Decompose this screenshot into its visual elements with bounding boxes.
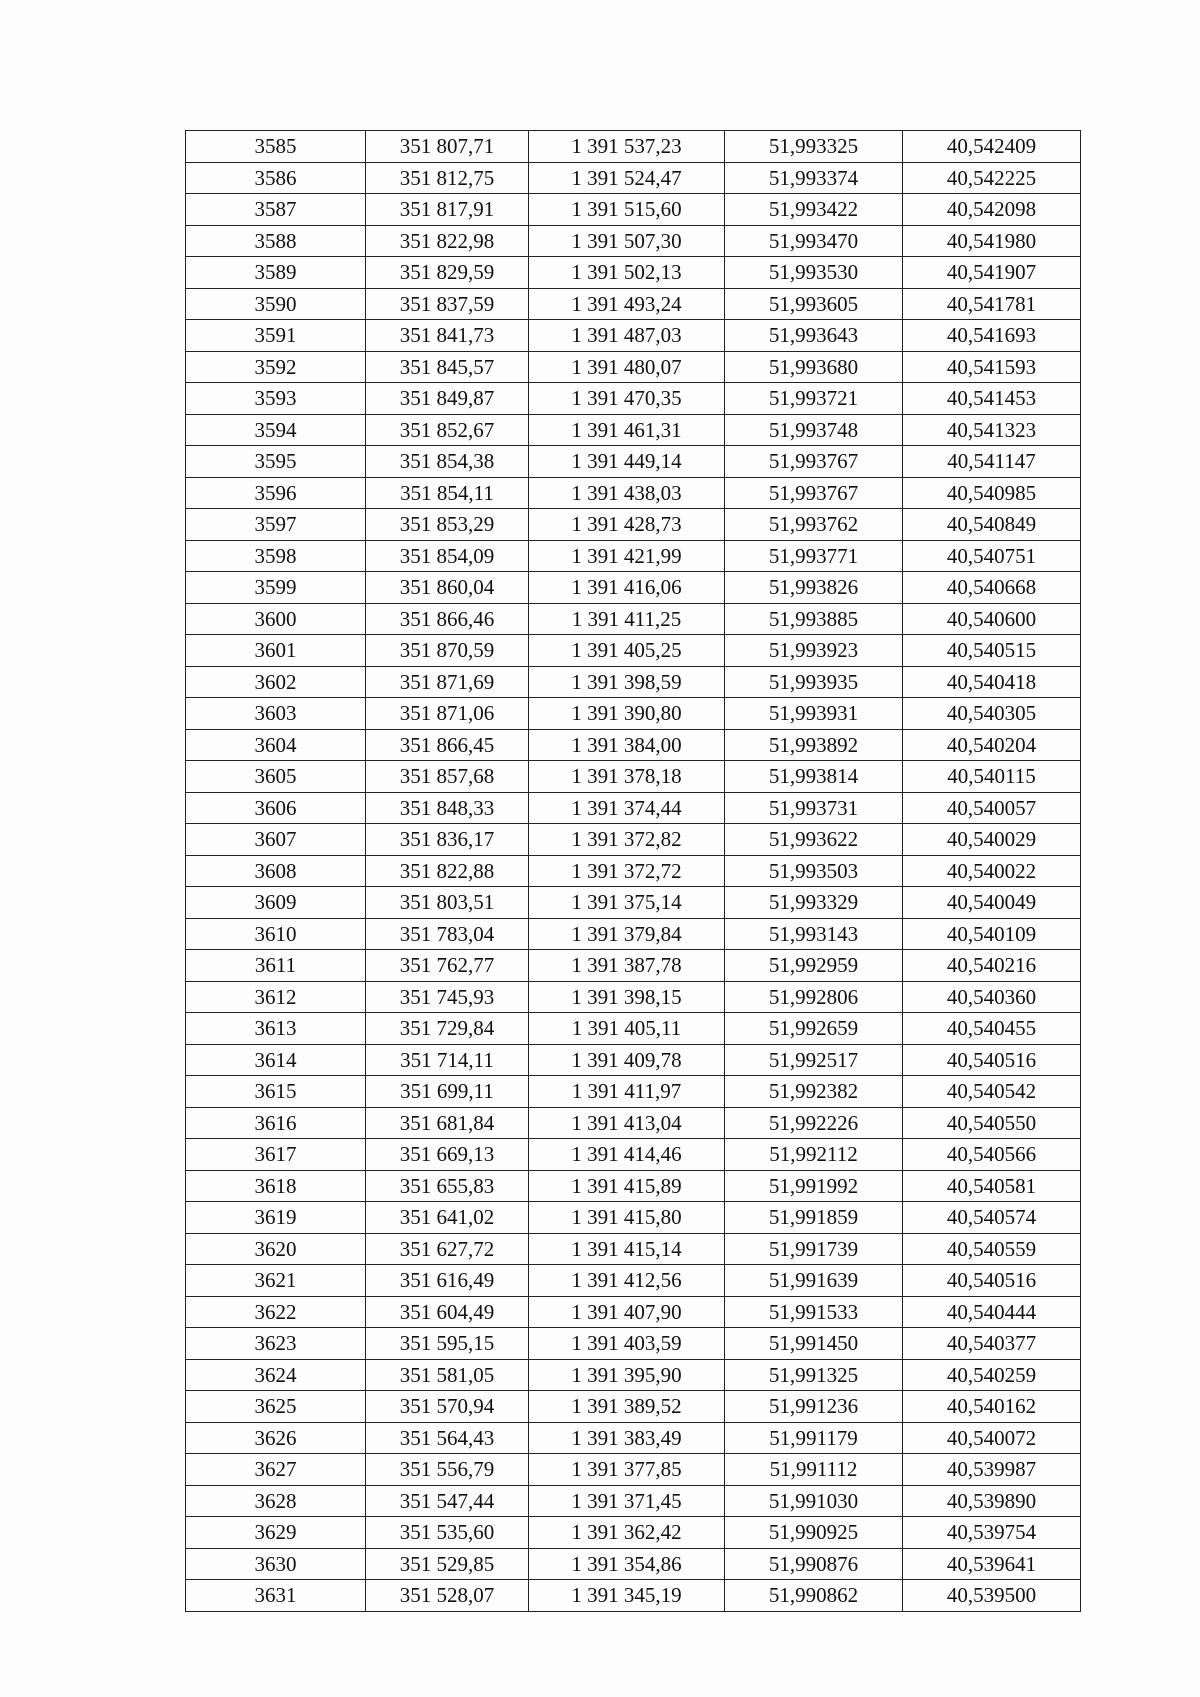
x-coordinate-cell: 351 829,59 [366, 257, 529, 289]
point-number-cell: 3605 [186, 761, 366, 793]
coordinates-table-body [186, 131, 1081, 1612]
longitude-cell: 40,540516 [903, 1265, 1081, 1297]
point-number-cell: 3629 [186, 1517, 366, 1549]
latitude-cell: 51,993771 [725, 540, 903, 572]
latitude-cell: 51,991739 [725, 1233, 903, 1265]
longitude-cell: 40,540849 [903, 509, 1081, 541]
point-number-cell: 3624 [186, 1359, 366, 1391]
longitude-cell: 40,540115 [903, 761, 1081, 793]
y-coordinate-cell: 1 391 414,46 [529, 1139, 725, 1171]
y-coordinate-cell: 1 391 421,99 [529, 540, 725, 572]
latitude-cell: 51,993814 [725, 761, 903, 793]
x-coordinate-cell: 351 681,84 [366, 1107, 529, 1139]
coordinates-table [185, 130, 1081, 1612]
latitude-cell: 51,993643 [725, 320, 903, 352]
latitude-cell: 51,993767 [725, 477, 903, 509]
table-row [186, 729, 1081, 761]
x-coordinate-cell: 351 528,07 [366, 1580, 529, 1612]
longitude-cell: 40,541980 [903, 225, 1081, 257]
longitude-cell: 40,540049 [903, 887, 1081, 919]
longitude-cell: 40,539641 [903, 1548, 1081, 1580]
y-coordinate-cell: 1 391 470,35 [529, 383, 725, 415]
longitude-cell: 40,540515 [903, 635, 1081, 667]
latitude-cell: 51,990862 [725, 1580, 903, 1612]
table-row [186, 824, 1081, 856]
latitude-cell: 51,990925 [725, 1517, 903, 1549]
table-row [186, 1517, 1081, 1549]
x-coordinate-cell: 351 803,51 [366, 887, 529, 919]
y-coordinate-cell: 1 391 461,31 [529, 414, 725, 446]
x-coordinate-cell: 351 714,11 [366, 1044, 529, 1076]
x-coordinate-cell: 351 866,46 [366, 603, 529, 635]
x-coordinate-cell: 351 845,57 [366, 351, 529, 383]
x-coordinate-cell: 351 529,85 [366, 1548, 529, 1580]
longitude-cell: 40,540751 [903, 540, 1081, 572]
point-number-cell: 3630 [186, 1548, 366, 1580]
table-row [186, 1485, 1081, 1517]
longitude-cell: 40,540022 [903, 855, 1081, 887]
table-row [186, 1107, 1081, 1139]
longitude-cell: 40,542098 [903, 194, 1081, 226]
point-number-cell: 3590 [186, 288, 366, 320]
point-number-cell: 3601 [186, 635, 366, 667]
point-number-cell: 3615 [186, 1076, 366, 1108]
point-number-cell: 3613 [186, 1013, 366, 1045]
table-row [186, 320, 1081, 352]
longitude-cell: 40,540516 [903, 1044, 1081, 1076]
x-coordinate-cell: 351 604,49 [366, 1296, 529, 1328]
longitude-cell: 40,540566 [903, 1139, 1081, 1171]
longitude-cell: 40,540550 [903, 1107, 1081, 1139]
point-number-cell: 3586 [186, 162, 366, 194]
longitude-cell: 40,541781 [903, 288, 1081, 320]
longitude-cell: 40,540360 [903, 981, 1081, 1013]
latitude-cell: 51,993885 [725, 603, 903, 635]
y-coordinate-cell: 1 391 438,03 [529, 477, 725, 509]
latitude-cell: 51,993935 [725, 666, 903, 698]
x-coordinate-cell: 351 852,67 [366, 414, 529, 446]
y-coordinate-cell: 1 391 375,14 [529, 887, 725, 919]
y-coordinate-cell: 1 391 487,03 [529, 320, 725, 352]
latitude-cell: 51,990876 [725, 1548, 903, 1580]
y-coordinate-cell: 1 391 395,90 [529, 1359, 725, 1391]
latitude-cell: 51,993680 [725, 351, 903, 383]
table-row [186, 1359, 1081, 1391]
table-row [186, 414, 1081, 446]
table-row [186, 1076, 1081, 1108]
latitude-cell: 51,993762 [725, 509, 903, 541]
point-number-cell: 3617 [186, 1139, 366, 1171]
y-coordinate-cell: 1 391 415,80 [529, 1202, 725, 1234]
y-coordinate-cell: 1 391 403,59 [529, 1328, 725, 1360]
point-number-cell: 3628 [186, 1485, 366, 1517]
y-coordinate-cell: 1 391 377,85 [529, 1454, 725, 1486]
y-coordinate-cell: 1 391 415,14 [529, 1233, 725, 1265]
y-coordinate-cell: 1 391 405,11 [529, 1013, 725, 1045]
longitude-cell: 40,540204 [903, 729, 1081, 761]
latitude-cell: 51,993826 [725, 572, 903, 604]
latitude-cell: 51,993422 [725, 194, 903, 226]
point-number-cell: 3592 [186, 351, 366, 383]
y-coordinate-cell: 1 391 502,13 [529, 257, 725, 289]
point-number-cell: 3619 [186, 1202, 366, 1234]
longitude-cell: 40,540162 [903, 1391, 1081, 1423]
table-row [186, 698, 1081, 730]
table-row [186, 666, 1081, 698]
y-coordinate-cell: 1 391 378,18 [529, 761, 725, 793]
table-row [186, 1044, 1081, 1076]
point-number-cell: 3604 [186, 729, 366, 761]
longitude-cell: 40,540574 [903, 1202, 1081, 1234]
table-row [186, 1454, 1081, 1486]
x-coordinate-cell: 351 849,87 [366, 383, 529, 415]
table-row [186, 1328, 1081, 1360]
point-number-cell: 3622 [186, 1296, 366, 1328]
point-number-cell: 3608 [186, 855, 366, 887]
x-coordinate-cell: 351 860,04 [366, 572, 529, 604]
y-coordinate-cell: 1 391 389,52 [529, 1391, 725, 1423]
x-coordinate-cell: 351 812,75 [366, 162, 529, 194]
x-coordinate-cell: 351 556,79 [366, 1454, 529, 1486]
x-coordinate-cell: 351 570,94 [366, 1391, 529, 1423]
point-number-cell: 3602 [186, 666, 366, 698]
y-coordinate-cell: 1 391 354,86 [529, 1548, 725, 1580]
point-number-cell: 3610 [186, 918, 366, 950]
latitude-cell: 51,993731 [725, 792, 903, 824]
latitude-cell: 51,991236 [725, 1391, 903, 1423]
table-row [186, 1139, 1081, 1171]
point-number-cell: 3585 [186, 131, 366, 163]
table-row [186, 635, 1081, 667]
point-number-cell: 3623 [186, 1328, 366, 1360]
point-number-cell: 3595 [186, 446, 366, 478]
x-coordinate-cell: 351 535,60 [366, 1517, 529, 1549]
x-coordinate-cell: 351 854,11 [366, 477, 529, 509]
x-coordinate-cell: 351 807,71 [366, 131, 529, 163]
longitude-cell: 40,541593 [903, 351, 1081, 383]
x-coordinate-cell: 351 854,09 [366, 540, 529, 572]
y-coordinate-cell: 1 391 374,44 [529, 792, 725, 824]
point-number-cell: 3596 [186, 477, 366, 509]
latitude-cell: 51,991533 [725, 1296, 903, 1328]
longitude-cell: 40,540668 [903, 572, 1081, 604]
y-coordinate-cell: 1 391 413,04 [529, 1107, 725, 1139]
longitude-cell: 40,540581 [903, 1170, 1081, 1202]
point-number-cell: 3598 [186, 540, 366, 572]
table-row [186, 603, 1081, 635]
latitude-cell: 51,993325 [725, 131, 903, 163]
y-coordinate-cell: 1 391 409,78 [529, 1044, 725, 1076]
x-coordinate-cell: 351 547,44 [366, 1485, 529, 1517]
longitude-cell: 40,540377 [903, 1328, 1081, 1360]
longitude-cell: 40,540455 [903, 1013, 1081, 1045]
y-coordinate-cell: 1 391 411,25 [529, 603, 725, 635]
latitude-cell: 51,993622 [725, 824, 903, 856]
longitude-cell: 40,541453 [903, 383, 1081, 415]
point-number-cell: 3631 [186, 1580, 366, 1612]
point-number-cell: 3587 [186, 194, 366, 226]
y-coordinate-cell: 1 391 345,19 [529, 1580, 725, 1612]
x-coordinate-cell: 351 841,73 [366, 320, 529, 352]
x-coordinate-cell: 351 627,72 [366, 1233, 529, 1265]
table-row [186, 887, 1081, 919]
latitude-cell: 51,993143 [725, 918, 903, 950]
longitude-cell: 40,539500 [903, 1580, 1081, 1612]
y-coordinate-cell: 1 391 371,45 [529, 1485, 725, 1517]
longitude-cell: 40,542409 [903, 131, 1081, 163]
point-number-cell: 3588 [186, 225, 366, 257]
y-coordinate-cell: 1 391 398,59 [529, 666, 725, 698]
point-number-cell: 3627 [186, 1454, 366, 1486]
table-row [186, 351, 1081, 383]
x-coordinate-cell: 351 822,98 [366, 225, 529, 257]
point-number-cell: 3606 [186, 792, 366, 824]
y-coordinate-cell: 1 391 407,90 [529, 1296, 725, 1328]
x-coordinate-cell: 351 866,45 [366, 729, 529, 761]
latitude-cell: 51,993329 [725, 887, 903, 919]
longitude-cell: 40,540259 [903, 1359, 1081, 1391]
y-coordinate-cell: 1 391 379,84 [529, 918, 725, 950]
point-number-cell: 3593 [186, 383, 366, 415]
latitude-cell: 51,992112 [725, 1139, 903, 1171]
longitude-cell: 40,540072 [903, 1422, 1081, 1454]
point-number-cell: 3611 [186, 950, 366, 982]
latitude-cell: 51,992226 [725, 1107, 903, 1139]
x-coordinate-cell: 351 699,11 [366, 1076, 529, 1108]
point-number-cell: 3621 [186, 1265, 366, 1297]
longitude-cell: 40,542225 [903, 162, 1081, 194]
y-coordinate-cell: 1 391 411,97 [529, 1076, 725, 1108]
table-row [186, 162, 1081, 194]
latitude-cell: 51,991639 [725, 1265, 903, 1297]
point-number-cell: 3607 [186, 824, 366, 856]
table-row [186, 1296, 1081, 1328]
latitude-cell: 51,993503 [725, 855, 903, 887]
table-row [186, 1422, 1081, 1454]
y-coordinate-cell: 1 391 398,15 [529, 981, 725, 1013]
x-coordinate-cell: 351 641,02 [366, 1202, 529, 1234]
table-row [186, 792, 1081, 824]
point-number-cell: 3620 [186, 1233, 366, 1265]
point-number-cell: 3594 [186, 414, 366, 446]
y-coordinate-cell: 1 391 372,82 [529, 824, 725, 856]
point-number-cell: 3597 [186, 509, 366, 541]
latitude-cell: 51,993530 [725, 257, 903, 289]
longitude-cell: 40,539987 [903, 1454, 1081, 1486]
y-coordinate-cell: 1 391 537,23 [529, 131, 725, 163]
table-row [186, 540, 1081, 572]
table-row [186, 383, 1081, 415]
longitude-cell: 40,540985 [903, 477, 1081, 509]
y-coordinate-cell: 1 391 405,25 [529, 635, 725, 667]
table-row [186, 1013, 1081, 1045]
x-coordinate-cell: 351 857,68 [366, 761, 529, 793]
latitude-cell: 51,992959 [725, 950, 903, 982]
point-number-cell: 3626 [186, 1422, 366, 1454]
y-coordinate-cell: 1 391 493,24 [529, 288, 725, 320]
x-coordinate-cell: 351 854,38 [366, 446, 529, 478]
latitude-cell: 51,992806 [725, 981, 903, 1013]
latitude-cell: 51,991992 [725, 1170, 903, 1202]
table-row [186, 1580, 1081, 1612]
latitude-cell: 51,991030 [725, 1485, 903, 1517]
longitude-cell: 40,541147 [903, 446, 1081, 478]
point-number-cell: 3618 [186, 1170, 366, 1202]
longitude-cell: 40,540600 [903, 603, 1081, 635]
longitude-cell: 40,540216 [903, 950, 1081, 982]
y-coordinate-cell: 1 391 428,73 [529, 509, 725, 541]
latitude-cell: 51,992382 [725, 1076, 903, 1108]
table-row [186, 1202, 1081, 1234]
latitude-cell: 51,992659 [725, 1013, 903, 1045]
table-row [186, 225, 1081, 257]
x-coordinate-cell: 351 783,04 [366, 918, 529, 950]
x-coordinate-cell: 351 729,84 [366, 1013, 529, 1045]
y-coordinate-cell: 1 391 416,06 [529, 572, 725, 604]
y-coordinate-cell: 1 391 415,89 [529, 1170, 725, 1202]
y-coordinate-cell: 1 391 412,56 [529, 1265, 725, 1297]
x-coordinate-cell: 351 817,91 [366, 194, 529, 226]
x-coordinate-cell: 351 669,13 [366, 1139, 529, 1171]
table-row [186, 1265, 1081, 1297]
point-number-cell: 3599 [186, 572, 366, 604]
point-number-cell: 3612 [186, 981, 366, 1013]
longitude-cell: 40,540109 [903, 918, 1081, 950]
x-coordinate-cell: 351 616,49 [366, 1265, 529, 1297]
longitude-cell: 40,539890 [903, 1485, 1081, 1517]
y-coordinate-cell: 1 391 524,47 [529, 162, 725, 194]
point-number-cell: 3591 [186, 320, 366, 352]
longitude-cell: 40,540542 [903, 1076, 1081, 1108]
longitude-cell: 40,540029 [903, 824, 1081, 856]
table-row [186, 194, 1081, 226]
latitude-cell: 51,991859 [725, 1202, 903, 1234]
x-coordinate-cell: 351 871,06 [366, 698, 529, 730]
y-coordinate-cell: 1 391 387,78 [529, 950, 725, 982]
longitude-cell: 40,540559 [903, 1233, 1081, 1265]
point-number-cell: 3614 [186, 1044, 366, 1076]
latitude-cell: 51,991325 [725, 1359, 903, 1391]
point-number-cell: 3625 [186, 1391, 366, 1423]
x-coordinate-cell: 351 870,59 [366, 635, 529, 667]
x-coordinate-cell: 351 595,15 [366, 1328, 529, 1360]
x-coordinate-cell: 351 581,05 [366, 1359, 529, 1391]
latitude-cell: 51,993721 [725, 383, 903, 415]
latitude-cell: 51,993923 [725, 635, 903, 667]
longitude-cell: 40,541323 [903, 414, 1081, 446]
table-row [186, 509, 1081, 541]
table-row [186, 477, 1081, 509]
x-coordinate-cell: 351 762,77 [366, 950, 529, 982]
longitude-cell: 40,540418 [903, 666, 1081, 698]
longitude-cell: 40,540444 [903, 1296, 1081, 1328]
table-row [186, 288, 1081, 320]
latitude-cell: 51,993767 [725, 446, 903, 478]
point-number-cell: 3589 [186, 257, 366, 289]
table-row [186, 981, 1081, 1013]
latitude-cell: 51,991112 [725, 1454, 903, 1486]
latitude-cell: 51,993748 [725, 414, 903, 446]
longitude-cell: 40,541907 [903, 257, 1081, 289]
longitude-cell: 40,541693 [903, 320, 1081, 352]
y-coordinate-cell: 1 391 480,07 [529, 351, 725, 383]
x-coordinate-cell: 351 564,43 [366, 1422, 529, 1454]
table-row [186, 131, 1081, 163]
point-number-cell: 3603 [186, 698, 366, 730]
point-number-cell: 3600 [186, 603, 366, 635]
table-row [186, 1548, 1081, 1580]
table-row [186, 855, 1081, 887]
latitude-cell: 51,993605 [725, 288, 903, 320]
y-coordinate-cell: 1 391 390,80 [529, 698, 725, 730]
table-row [186, 761, 1081, 793]
x-coordinate-cell: 351 836,17 [366, 824, 529, 856]
table-row [186, 1233, 1081, 1265]
longitude-cell: 40,540057 [903, 792, 1081, 824]
x-coordinate-cell: 351 871,69 [366, 666, 529, 698]
point-number-cell: 3616 [186, 1107, 366, 1139]
table-row [186, 918, 1081, 950]
table-row [186, 257, 1081, 289]
latitude-cell: 51,993374 [725, 162, 903, 194]
table-row [186, 1170, 1081, 1202]
y-coordinate-cell: 1 391 515,60 [529, 194, 725, 226]
y-coordinate-cell: 1 391 362,42 [529, 1517, 725, 1549]
longitude-cell: 40,539754 [903, 1517, 1081, 1549]
x-coordinate-cell: 351 848,33 [366, 792, 529, 824]
y-coordinate-cell: 1 391 449,14 [529, 446, 725, 478]
x-coordinate-cell: 351 745,93 [366, 981, 529, 1013]
y-coordinate-cell: 1 391 372,72 [529, 855, 725, 887]
latitude-cell: 51,993892 [725, 729, 903, 761]
table-row [186, 572, 1081, 604]
x-coordinate-cell: 351 853,29 [366, 509, 529, 541]
y-coordinate-cell: 1 391 507,30 [529, 225, 725, 257]
latitude-cell: 51,991450 [725, 1328, 903, 1360]
point-number-cell: 3609 [186, 887, 366, 919]
longitude-cell: 40,540305 [903, 698, 1081, 730]
table-row [186, 1391, 1081, 1423]
x-coordinate-cell: 351 837,59 [366, 288, 529, 320]
table-row [186, 446, 1081, 478]
table-row [186, 950, 1081, 982]
x-coordinate-cell: 351 655,83 [366, 1170, 529, 1202]
latitude-cell: 51,993931 [725, 698, 903, 730]
y-coordinate-cell: 1 391 384,00 [529, 729, 725, 761]
latitude-cell: 51,993470 [725, 225, 903, 257]
x-coordinate-cell: 351 822,88 [366, 855, 529, 887]
y-coordinate-cell: 1 391 383,49 [529, 1422, 725, 1454]
latitude-cell: 51,992517 [725, 1044, 903, 1076]
latitude-cell: 51,991179 [725, 1422, 903, 1454]
